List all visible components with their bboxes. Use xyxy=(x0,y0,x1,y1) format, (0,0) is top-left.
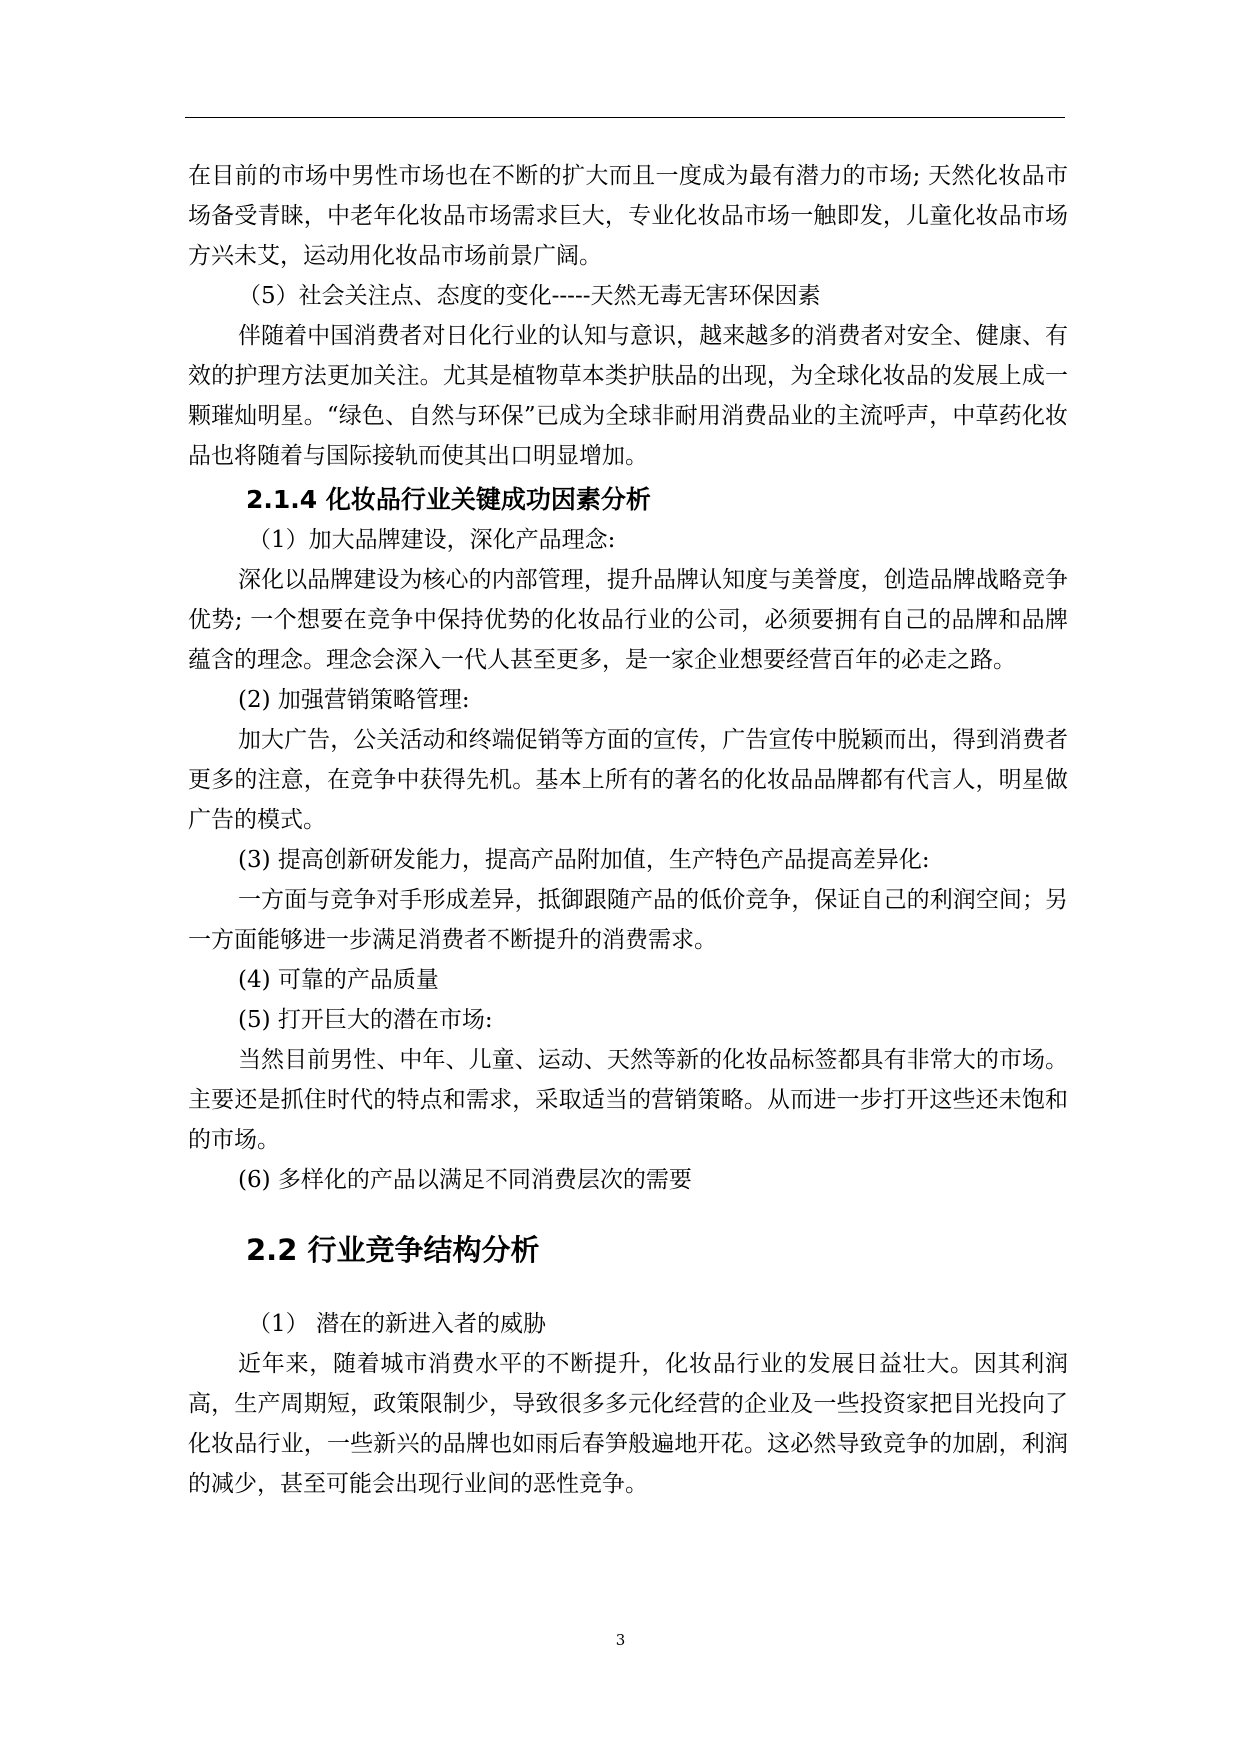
item-5-heading: （5）社会关注点、态度的变化-----天然无毒无害环保因素 xyxy=(238,283,821,309)
paragraph-item-5: 伴随着中国消费者对日化行业的认知与意识，越来越多的消费者对安全、健康、有效的护理方法更加关注。尤其是植物草本类护肤品的出现，为全球化妆品的发展上成一颗璀灿明星。“绿色、自然与环保”已成为全球非耐用消费品业的主流呼声，中草药化妆品也将随着与国际接轨而使其出口明显增加。 xyxy=(188,323,1068,469)
page-number: 3 xyxy=(615,1631,626,1649)
competition-1-paragraph: 近年来，随着城市消费水平的不断提升，化妆品行业的发展日益壮大。因其利润高，生产周期短，政策限制少，导致很多多元化经营的企业及一些投资家把目光投向了化妆品行业，一些新兴的品牌也如雨后春笋般遍地开花。这必然导致竞争的加剧，利润的减少，甚至可能会出现行业间的恶性竞争。 xyxy=(188,1351,1068,1497)
section-heading-2-2: 2.2 行业竞争结构分析 xyxy=(246,1233,540,1267)
factor-1-paragraph: 深化以品牌建设为核心的内部管理，提升品牌认知度与美誉度，创造品牌战略竞争优势; 一个想要在竞争中保持优势的化妆品行业的公司，必须要拥有自己的品牌和品牌蕴含的理念。理念会深入一代人甚至更多，是一家企业想要经营百年的必走之路。 xyxy=(188,567,1068,673)
header-rule xyxy=(185,117,1065,118)
factor-5-heading: (5) 打开巨大的潜在市场: xyxy=(238,1007,493,1033)
factor-2-heading: (2) 加强营销策略管理: xyxy=(238,687,470,713)
factor-6-heading: (6) 多样化的产品以满足不同消费层次的需要 xyxy=(238,1167,692,1193)
competition-1-heading: （1） 潜在的新进入者的威胁 xyxy=(248,1311,546,1337)
factor-2-paragraph: 加大广告，公关活动和终端促销等方面的宣传，广告宣传中脱颖而出，得到消费者更多的注意，在竞争中获得先机。基本上所有的著名的化妆品品牌都有代言人，明星做广告的模式。 xyxy=(188,727,1068,833)
page-body xyxy=(188,156,1068,1504)
section-heading-2-1-4: 2.1.4 化妆品行业关键成功因素分析 xyxy=(246,485,651,514)
factor-3-paragraph: 一方面与竞争对手形成差异，抵御跟随产品的低价竞争，保证自己的利润空间；另一方面能够进一步满足消费者不断提升的消费需求。 xyxy=(188,887,1068,953)
factor-5-paragraph: 当然目前男性、中年、儿童、运动、天然等新的化妆品标签都具有非常大的市场。主要还是抓住时代的特点和需求，采取适当的营销策略。从而进一步打开这些还未饱和的市场。 xyxy=(188,1047,1068,1153)
paragraph-intro: 在目前的市场中男性市场也在不断的扩大而且一度成为最有潜力的市场; 天然化妆品市场备受青睐，中老年化妆品市场需求巨大，专业化妆品市场一触即发，儿童化妆品市场方兴未艾，运动用化妆品市场前景广阔。 xyxy=(188,163,1068,269)
factor-4-heading: (4) 可靠的产品质量 xyxy=(238,967,439,993)
factor-1-heading: （1）加大品牌建设，深化产品理念: xyxy=(248,527,616,553)
factor-3-heading: (3) 提高创新研发能力，提高产品附加值，生产特色产品提高差异化: xyxy=(238,847,930,873)
